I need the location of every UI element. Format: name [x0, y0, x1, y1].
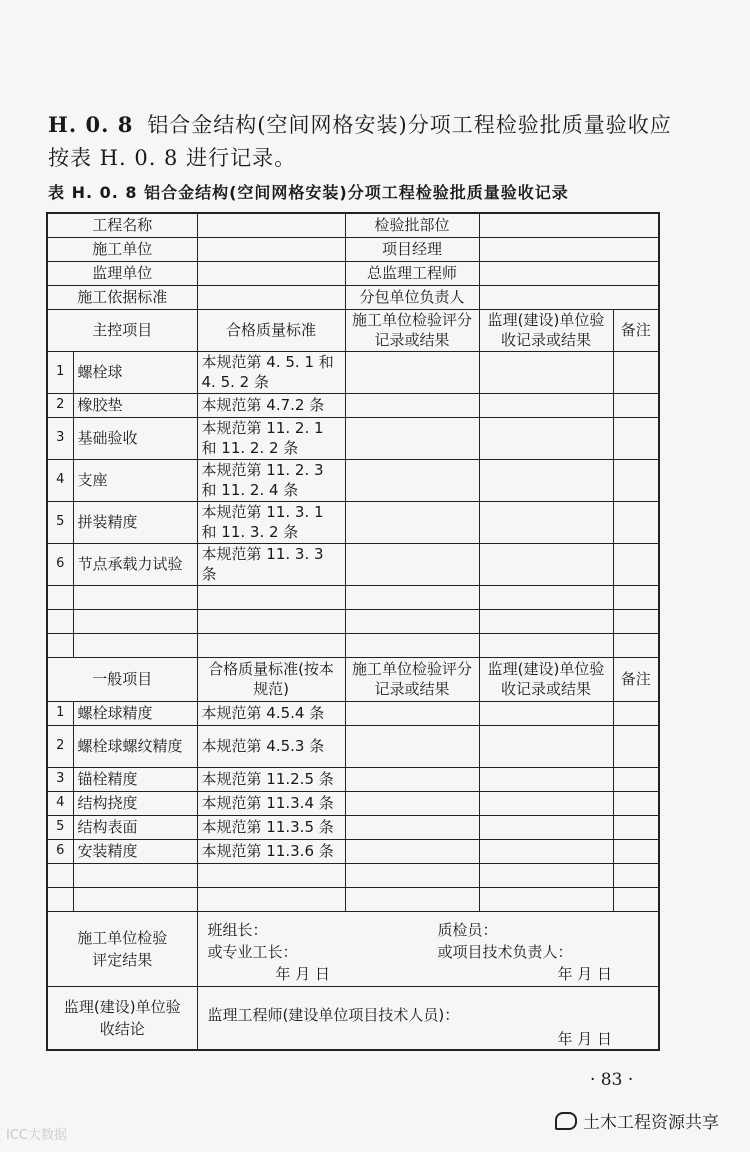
standard-ref: 本规范第 4.5.3 条	[197, 725, 345, 767]
supervision-result-cell[interactable]	[479, 839, 613, 863]
watermark-right-text: 土木工程资源共享	[583, 1113, 719, 1133]
acceptance-label	[47, 986, 197, 1050]
remark-cell[interactable]	[613, 767, 659, 791]
clause-text	[48, 108, 688, 175]
evaluation-row	[47, 911, 659, 986]
standard-ref: 本规范第 11.3.5 条	[197, 815, 345, 839]
team-leader-label: 班组长：	[207, 920, 268, 939]
evaluation-label	[47, 911, 197, 986]
row-number: 4	[47, 791, 73, 815]
acceptance-signature-area[interactable]	[197, 986, 659, 1050]
supervision-result-cell[interactable]	[479, 393, 613, 417]
inspector-label: 质检员：	[437, 920, 498, 939]
standard-ref: 本规范第 11. 2. 3 和 11. 2. 4 条	[197, 459, 345, 501]
general-title: 一般项目	[47, 657, 197, 701]
engineer-label: 监理工程师(建设单位项目技术人员)：	[207, 1005, 460, 1024]
evaluation-date-left: 年 月 日	[275, 964, 331, 983]
construction-result-cell[interactable]	[345, 701, 479, 725]
project-name-label: 工程名称	[47, 213, 197, 237]
chief-engineer-label: 总监理工程师	[345, 261, 479, 285]
table-row	[47, 701, 659, 725]
clause-line-1: 铝合金结构(空间网格安装)分项工程检验批质量验收应	[147, 113, 672, 137]
remark-cell[interactable]	[613, 417, 659, 459]
table-title: 表 H. 0. 8 铝合金结构(空间网格安装)分项工程检验批质量验收记录	[48, 183, 569, 202]
acceptance-row	[47, 986, 659, 1050]
row-number: 2	[47, 725, 73, 767]
row-number: 3	[47, 767, 73, 791]
construction-result-cell[interactable]	[345, 767, 479, 791]
item-name: 基础验收	[73, 417, 197, 459]
table-row	[47, 501, 659, 543]
standard-ref: 本规范第 4.5.4 条	[197, 701, 345, 725]
supervision-result-cell[interactable]	[479, 351, 613, 393]
table-row	[47, 351, 659, 393]
general-header	[47, 657, 659, 701]
standard-ref: 本规范第 11. 3. 3 条	[197, 543, 345, 585]
empty-row	[47, 609, 659, 633]
table-row	[47, 791, 659, 815]
supervision-result-cell[interactable]	[479, 791, 613, 815]
project-name-value[interactable]	[197, 213, 345, 237]
construction-result-cell[interactable]	[345, 351, 479, 393]
supervision-result-cell[interactable]	[479, 725, 613, 767]
item-name: 拼装精度	[73, 501, 197, 543]
item-name: 结构表面	[73, 815, 197, 839]
row-number: 1	[47, 351, 73, 393]
row-number: 5	[47, 815, 73, 839]
supervision-result-cell[interactable]	[479, 701, 613, 725]
remark-cell[interactable]	[613, 791, 659, 815]
supervision-result-header: 监理(建设)单位验收记录或结果	[479, 309, 613, 351]
table-row	[47, 815, 659, 839]
supervisor-value[interactable]	[197, 261, 345, 285]
chat-bubble-icon	[555, 1112, 577, 1130]
supervision-result-cell[interactable]	[479, 767, 613, 791]
clause-line-2: 按表 H. 0. 8 进行记录。	[48, 146, 297, 170]
row-number: 2	[47, 393, 73, 417]
standard-ref: 本规范第 11. 3. 1 和 11. 3. 2 条	[197, 501, 345, 543]
table-row	[47, 725, 659, 767]
subcontractor-lead-label: 分包单位负责人	[345, 285, 479, 309]
batch-location-label: 检验批部位	[345, 213, 479, 237]
table-row	[47, 393, 659, 417]
supervision-result-cell[interactable]	[479, 417, 613, 459]
batch-location-value[interactable]	[479, 213, 659, 237]
standard-ref: 本规范第 11. 2. 1 和 11. 2. 2 条	[197, 417, 345, 459]
supervision-result-cell[interactable]	[479, 459, 613, 501]
empty-row	[47, 863, 659, 887]
row-number: 3	[47, 417, 73, 459]
watermark-left: ICC大数据	[6, 1128, 67, 1143]
item-name: 螺栓球	[73, 351, 197, 393]
supervision-result-cell[interactable]	[479, 543, 613, 585]
remark-header: 备注	[613, 657, 659, 701]
standard-ref: 本规范第 4.7.2 条	[197, 393, 345, 417]
clause-number: H. 0. 8	[48, 112, 134, 137]
remark-cell[interactable]	[613, 501, 659, 543]
project-manager-value[interactable]	[479, 237, 659, 261]
remark-cell[interactable]	[613, 459, 659, 501]
construction-result-cell[interactable]	[345, 501, 479, 543]
remark-cell[interactable]	[613, 393, 659, 417]
empty-row	[47, 585, 659, 609]
acceptance-label-text: 监理(建设)单位验收结论	[63, 997, 181, 1038]
standard-ref: 本规范第 11.3.6 条	[197, 839, 345, 863]
row-number: 4	[47, 459, 73, 501]
page-number: · 83 ·	[590, 1070, 634, 1090]
evaluation-label-text: 施工单位检验评定结果	[77, 928, 168, 969]
table-row	[47, 839, 659, 863]
construction-result-cell[interactable]	[345, 815, 479, 839]
info-row	[47, 237, 659, 261]
item-name: 螺栓球精度	[73, 701, 197, 725]
supervision-result-cell[interactable]	[479, 815, 613, 839]
standard-ref: 本规范第 4. 5. 1 和 4. 5. 2 条	[197, 351, 345, 393]
table-row	[47, 417, 659, 459]
chief-engineer-value[interactable]	[479, 261, 659, 285]
row-number: 6	[47, 839, 73, 863]
evaluation-date-right: 年 月 日	[557, 964, 613, 983]
standard-ref: 本规范第 11.3.4 条	[197, 791, 345, 815]
item-name: 支座	[73, 459, 197, 501]
info-row	[47, 285, 659, 309]
empty-row	[47, 633, 659, 657]
subcontractor-lead-value[interactable]	[479, 285, 659, 309]
standard-header: 合格质量标准(按本规范)	[197, 657, 345, 701]
remark-cell[interactable]	[613, 839, 659, 863]
construction-result-cell[interactable]	[345, 543, 479, 585]
info-row	[47, 213, 659, 237]
tech-lead-label: 或项目技术负责人：	[437, 942, 573, 961]
basis-standard-value[interactable]	[197, 285, 345, 309]
supervision-result-header: 监理(建设)单位验收记录或结果	[479, 657, 613, 701]
foreman-label: 或专业工长：	[207, 942, 298, 961]
construction-result-cell[interactable]	[345, 725, 479, 767]
remark-cell[interactable]	[613, 701, 659, 725]
construction-result-cell[interactable]	[345, 417, 479, 459]
info-row	[47, 261, 659, 285]
construction-result-cell[interactable]	[345, 791, 479, 815]
item-name: 安装精度	[73, 839, 197, 863]
evaluation-signature-area[interactable]	[197, 911, 659, 986]
contractor-label: 施工单位	[47, 237, 197, 261]
construction-result-header: 施工单位检验评分记录或结果	[345, 309, 479, 351]
main-control-header	[47, 309, 659, 351]
basis-standard-label: 施工依据标准	[47, 285, 197, 309]
project-manager-label: 项目经理	[345, 237, 479, 261]
item-name: 锚栓精度	[73, 767, 197, 791]
contractor-value[interactable]	[197, 237, 345, 261]
construction-result-cell[interactable]	[345, 839, 479, 863]
supervision-result-cell[interactable]	[479, 501, 613, 543]
table-row	[47, 767, 659, 791]
construction-result-cell[interactable]	[345, 393, 479, 417]
item-name: 螺栓球螺纹精度	[73, 725, 197, 767]
inspection-record-table	[46, 212, 660, 1051]
table-row	[47, 459, 659, 501]
row-number: 5	[47, 501, 73, 543]
supervisor-label: 监理单位	[47, 261, 197, 285]
remark-header: 备注	[613, 309, 659, 351]
item-name: 橡胶垫	[73, 393, 197, 417]
table-row	[47, 543, 659, 585]
standard-ref: 本规范第 11.2.5 条	[197, 767, 345, 791]
remark-cell[interactable]	[613, 543, 659, 585]
main-control-title: 主控项目	[47, 309, 197, 351]
row-number: 1	[47, 701, 73, 725]
construction-result-cell[interactable]	[345, 459, 479, 501]
standard-header: 合格质量标准	[197, 309, 345, 351]
row-number: 6	[47, 543, 73, 585]
watermark-right	[555, 1108, 719, 1133]
remark-cell[interactable]	[613, 725, 659, 767]
construction-result-header: 施工单位检验评分记录或结果	[345, 657, 479, 701]
empty-row	[47, 887, 659, 911]
acceptance-date: 年 月 日	[557, 1029, 613, 1048]
remark-cell[interactable]	[613, 815, 659, 839]
remark-cell[interactable]	[613, 351, 659, 393]
item-name: 结构挠度	[73, 791, 197, 815]
item-name: 节点承载力试验	[73, 543, 197, 585]
